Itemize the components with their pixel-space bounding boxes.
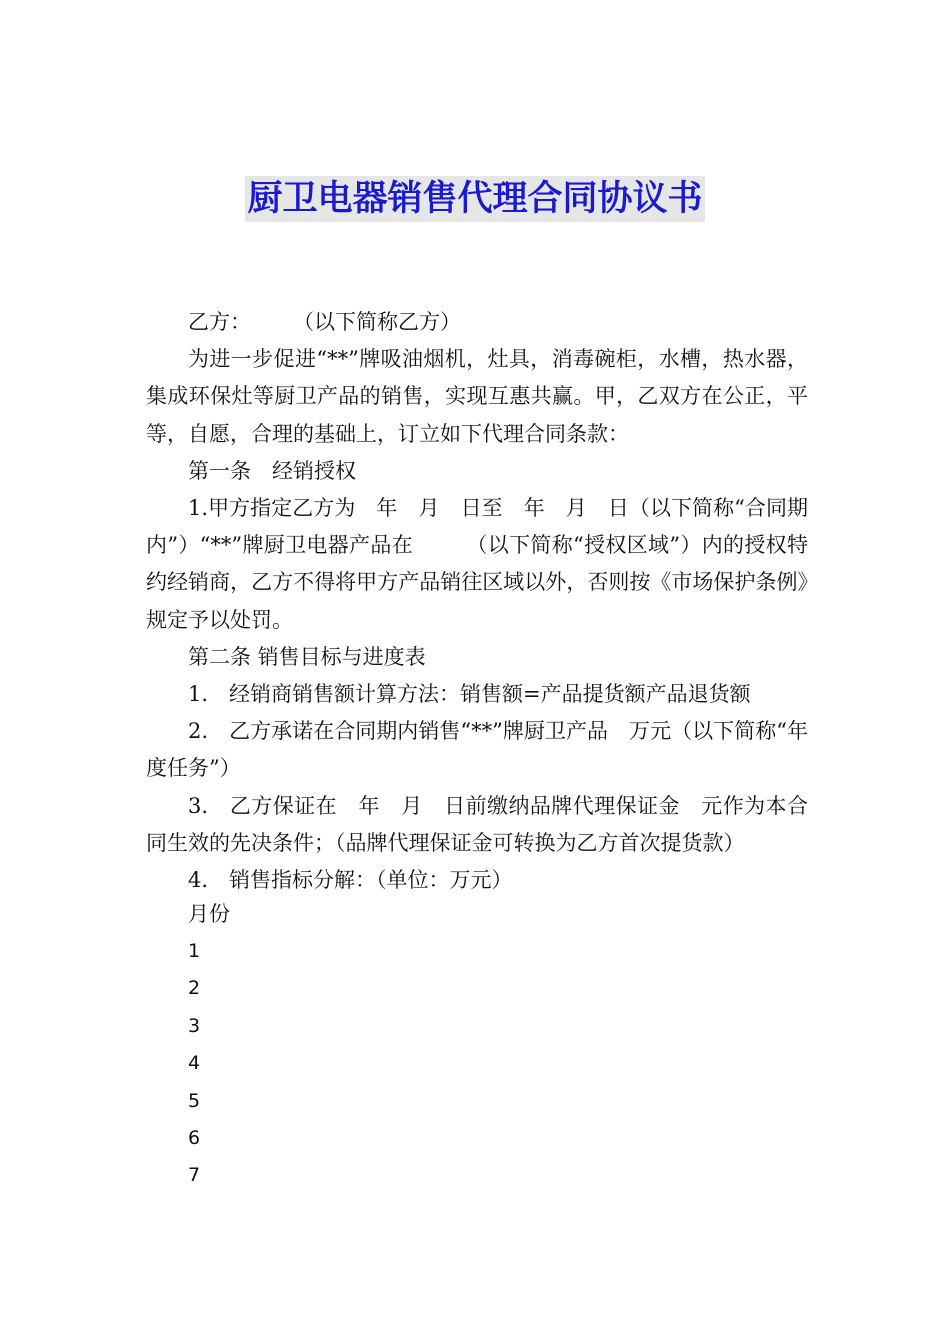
article-2-clause-3: 3. 乙方保证在 年 月 日前缴纳品牌代理保证金 元作为本合同生效的先决条件；（品牌代理保证金可转换为乙方首次提货款） bbox=[146, 793, 808, 855]
party-b-line: 乙方： （以下简称乙方） bbox=[188, 310, 461, 334]
title-container bbox=[0, 176, 950, 222]
month-row: 7 bbox=[188, 1164, 201, 1187]
month-row: 3 bbox=[188, 1014, 201, 1037]
month-row: 5 bbox=[188, 1089, 201, 1112]
month-column-header: 月份 bbox=[188, 902, 230, 926]
article-1-clause-1: 1.甲方指定乙方为 年 月 日至 年 月 日（以下简称“合同期内”）“**”牌厨卫电器产品在 （以下简称“授权区域”）内的授权特约经销商，乙方不得将甲方产品销往区域以外，否则按《市场保护条例》规定予以处罚。 bbox=[146, 496, 808, 632]
month-row: 2 bbox=[188, 977, 201, 1000]
sales-target-table bbox=[188, 896, 230, 1195]
month-row: 1 bbox=[188, 940, 201, 962]
article-2-clause-2: 2. 乙方承诺在合同期内销售“**”牌厨卫产品 万元（以下简称“年度任务”） bbox=[146, 719, 808, 781]
document-title: 厨卫电器销售代理合同协议书 bbox=[245, 176, 704, 222]
preamble-paragraph: 为进一步促进“**”牌吸油烟机，灶具，消毒碗柜，水槽，热水器，集成环保灶等厨卫产品的销售，实现互惠共赢。甲，乙双方在公正，平等，自愿，合理的基础上，订立如下代理合同条款： bbox=[146, 347, 808, 446]
article-2-clause-1: 1. 经销商销售额计算方法：销售额=产品提货额产品退货额 bbox=[188, 682, 751, 707]
month-row: 6 bbox=[188, 1126, 201, 1149]
month-row: 4 bbox=[188, 1052, 201, 1075]
document-body bbox=[146, 304, 808, 899]
article-2-clause-4: 4. 销售指标分解：（单位：万元） bbox=[188, 868, 513, 893]
article-2-heading: 第二条 销售目标与进度表 bbox=[188, 644, 426, 669]
article-1-heading: 第一条 经销授权 bbox=[188, 458, 356, 483]
